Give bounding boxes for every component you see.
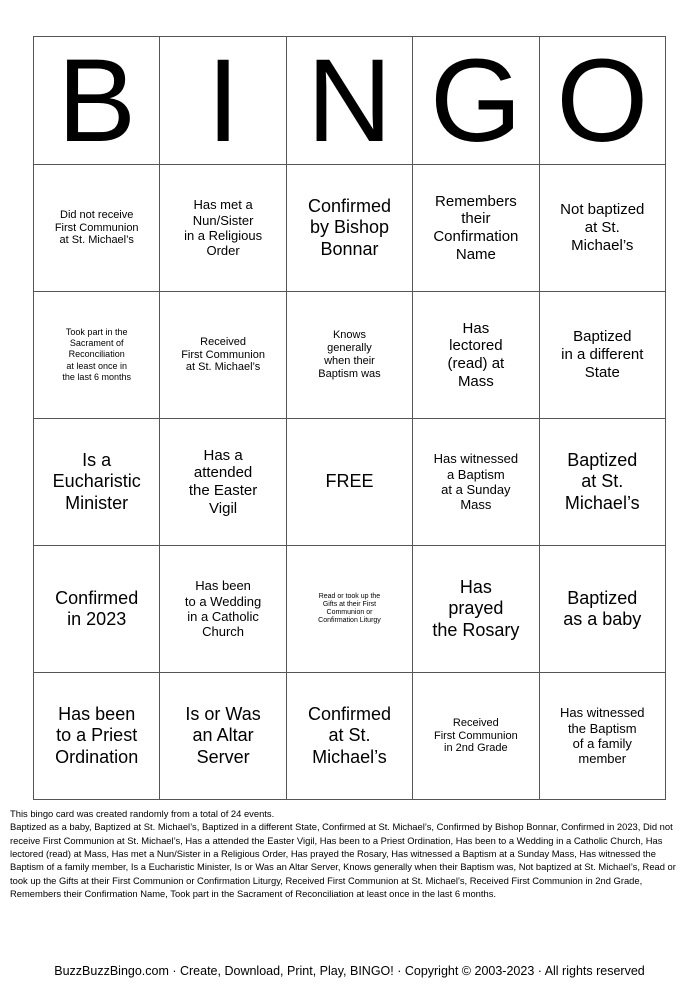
cell-text: Is or Was an Altar Server: [185, 704, 261, 767]
bingo-header-row: [34, 37, 666, 165]
bingo-cell: [160, 165, 286, 292]
bingo-cell: [160, 673, 286, 800]
cell-text: Has been to a Priest Ordination: [55, 704, 139, 767]
free-space-label: FREE: [325, 471, 374, 492]
bingo-cell: [286, 673, 412, 800]
cell-text: Baptized in a different State: [561, 328, 644, 381]
bingo-card: [33, 36, 666, 800]
bingo-cell: [160, 292, 286, 419]
bingo-cell: [413, 292, 539, 419]
event-list-note: This bingo card was created randomly from a total of 24 events. Baptized as a baby, Baptized at St. Michael’s, Baptized in a different State, Confirmed at St. Michael’s, Confirmed by Bishop Bonnar, Confirmed in 2023, Did not receive First Communion at St. Michael’s, Has a attended the Easter Vigil, Has been to a Priest Ordination, Has been to a Wedding in a Catholic Church, Has lectored (read) at Mass, Has met a Nun/Sister in a Religious Order, Has prayed the Rosary, Has witnessed a Baptism at a Sunday Mass, Has witnessed the Baptism of a family member, Is a Eucharistic Minister, Is or Was an Altar Server, Knows generally when their Baptism was, Not baptized at St. Michael’s, Read or took up the Gifts at their First Communion or Confirmation Liturgy, Received First Communion at St. Michael’s, Received First Communion in 2nd Grade, Remembers their Confirmation Name, Took part in the Sacrament of Reconciliation at least once in the last 6 months.: [10, 808, 676, 900]
cell-text: Has prayed the Rosary: [432, 577, 520, 640]
cell-text: Baptized at St. Michael’s: [564, 450, 640, 513]
bingo-cell: [286, 165, 412, 292]
bingo-cell: [34, 419, 160, 546]
bingo-cell: [34, 673, 160, 800]
cell-text: Has witnessed the Baptism of a family member: [560, 705, 645, 767]
bingo-cell: [539, 673, 665, 800]
bingo-cell: [539, 292, 665, 419]
free-space-cell: [286, 419, 412, 546]
bingo-cell: [286, 292, 412, 419]
cell-text: Took part in the Sacrament of Reconciliation at least once in the last 6 months: [62, 326, 131, 382]
cell-text: Not baptized at St. Michael’s: [560, 201, 645, 254]
cell-text: Confirmed by Bishop Bonnar: [307, 196, 391, 259]
cell-text: Knows generally when their Baptism was: [318, 329, 381, 380]
bingo-row: [34, 292, 666, 419]
bingo-cell: [34, 546, 160, 673]
cell-text: Did not receive First Communion at St. Michael’s: [54, 208, 139, 247]
bingo-cell: [413, 546, 539, 673]
cell-text: Received First Communion at St. Michael’s: [181, 335, 265, 374]
bingo-row: [34, 419, 666, 546]
cell-text: Baptized as a baby: [563, 587, 642, 629]
cell-text: Confirmed at St. Michael’s: [307, 704, 391, 767]
copyright-footer: BuzzBuzzBingo.com · Create, Download, Print, Play, BINGO! · Copyright © 2003-2023 · All rights reserved: [54, 964, 645, 978]
bingo-cell: [286, 546, 412, 673]
bingo-cell: [413, 419, 539, 546]
bingo-cell: [539, 165, 665, 292]
bingo-cell: [413, 165, 539, 292]
bingo-row: [34, 673, 666, 800]
cell-text: Has met a Nun/Sister in a Religious Order: [184, 197, 263, 259]
bingo-cell: [160, 419, 286, 546]
cell-text: Received First Communion in 2nd Grade: [433, 716, 518, 755]
cell-text: Has witnessed a Baptism at a Sunday Mass: [433, 451, 519, 513]
bingo-row: [34, 546, 666, 673]
bingo-cell: [539, 546, 665, 673]
cell-text: Confirmed in 2023: [55, 587, 139, 629]
header-letter-o: O: [539, 37, 665, 165]
header-letter-n: N: [286, 37, 412, 165]
bingo-cell: [34, 165, 160, 292]
cell-text: Has a attended the Easter Vigil: [188, 446, 258, 517]
bingo-cell: [539, 419, 665, 546]
cell-text: Read or took up the Gifts at their First Communion or Confirmation Liturgy: [318, 592, 381, 625]
header-letter-i: I: [160, 37, 286, 165]
cell-text: Has lectored (read) at Mass: [447, 319, 505, 390]
cell-text: Has been to a Wedding in a Catholic Church: [184, 578, 262, 640]
header-letter-g: G: [413, 37, 539, 165]
header-letter-b: B: [34, 37, 160, 165]
bingo-row: [34, 165, 666, 292]
cell-text: Is a Eucharistic Minister: [52, 450, 141, 513]
bingo-cell: [160, 546, 286, 673]
bingo-cell: [413, 673, 539, 800]
cell-text: Remembers their Confirmation Name: [433, 192, 519, 263]
bingo-cell: [34, 292, 160, 419]
